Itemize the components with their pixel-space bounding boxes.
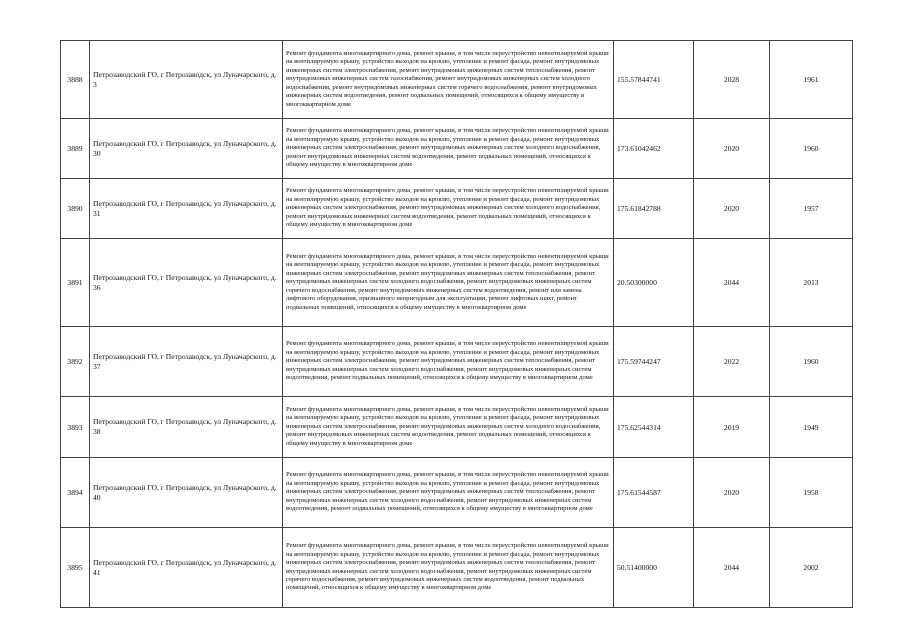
row-works: Ремонт фундамента многоквартирного дома, ремонт крыши, в том числе переустройство невентилируемой крыши на вентилируемую крышу, устройство выходов на кровлю, утепление и ремонт фасада, ремонт внутридомовых инженерных систем электроснабжения, ремонт внутридомовых инженерных систем холодного водоснабжения, ремонт внутридомовых инженерных систем водоотведения, ремонт подвальных помещений, относящихся к общему имуществу в многоквартирном доме	[283, 179, 614, 239]
row-number: 3892	[61, 327, 90, 397]
row-address: Петрозаводский ГО, г Петрозаводск, ул Луначарского, д. 30	[90, 119, 283, 179]
row-works: Ремонт фундамента многоквартирного дома, ремонт крыши, в том числе переустройство невентилируемой крыши на вентилируемую крышу, устройство выходов на кровлю, утепление и ремонт фасада, ремонт внутридомовых инженерных систем электроснабжения, ремонт внутридомовых инженерных систем теплоснабжения, ремонт внутридомовых инженерных систем холодного водоснабжения, ремонт внутридомовых инженерных систем водоотведения, ремонт подвальных помещений, относящихся к общему имуществу в многоквартирном доме	[283, 458, 614, 528]
row-built-year: 1960	[770, 119, 853, 179]
row-cost: 50.51400000	[614, 528, 694, 608]
row-number: 3893	[61, 397, 90, 458]
row-number: 3894	[61, 458, 90, 528]
row-works: Ремонт фундамента многоквартирного дома, ремонт крыши, в том числе переустройство невентилируемой крыши на вентилируемую крышу, устройство выходов на кровлю, утепление и ремонт фасада, ремонт внутридомовых инженерных систем электроснабжения, ремонт внутридомовых инженерных систем теплоснабжения, ремонт внутридомовых инженерных систем холодного водоснабжения, ремонт внутридомовых инженерных систем горячего водоснабжения, ремонт внутридомовых инженерных систем водоотведения, ремонт подвальных помещений, относящихся к общему имуществу в многоквартирном доме	[283, 528, 614, 608]
row-address: Петрозаводский ГО, г Петрозаводск, ул Луначарского, д. 31	[90, 179, 283, 239]
row-plan-year: 2044	[694, 528, 770, 608]
row-built-year: 1957	[770, 179, 853, 239]
row-works: Ремонт фундамента многоквартирного дома, ремонт крыши, в том числе переустройство невентилируемой крыши на вентилируемую крышу, устройство выходов на кровлю, утепление и ремонт фасада, ремонт внутридомовых инженерных систем электроснабжения, ремонт внутридомовых инженерных систем холодного водоснабжения, ремонт внутридомовых инженерных систем водоотведения, ремонт подвальных помещений, относящихся к общему имуществу в многоквартирном доме	[283, 119, 614, 179]
row-plan-year: 2020	[694, 458, 770, 528]
row-number: 3888	[61, 41, 90, 119]
row-works: Ремонт фундамента многоквартирного дома, ремонт крыши, в том числе переустройство невентилируемой крыши на вентилируемую крышу, устройство выходов на кровлю, утепление и ремонт фасада, ремонт внутридомовых инженерных систем электроснабжения, ремонт внутридомовых инженерных систем теплоснабжения, ремонт внутридомовых инженерных систем газоснабжения, ремонт внутридомовых инженерных систем холодного водоснабжения, ремонт внутридомовых инженерных систем горячего водоснабжения, ремонт внутридомовых инженерных систем водоотведения, ремонт подвальных помещений, относящихся к общему имуществу в многоквартирном доме	[283, 41, 614, 119]
table-row	[61, 119, 853, 179]
row-plan-year: 2020	[694, 179, 770, 239]
row-built-year: 1949	[770, 397, 853, 458]
row-plan-year: 2020	[694, 119, 770, 179]
row-cost: 175.61842788	[614, 179, 694, 239]
row-number: 3889	[61, 119, 90, 179]
row-built-year: 2013	[770, 239, 853, 327]
row-cost: 173.61042462	[614, 119, 694, 179]
row-cost: 20.50300000	[614, 239, 694, 327]
row-works: Ремонт фундамента многоквартирного дома, ремонт крыши, в том числе переустройство невентилируемой крыши на вентилируемую крышу, устройство выходов на кровлю, утепление и ремонт фасада, ремонт внутридомовых инженерных систем электроснабжения, ремонт внутридомовых инженерных систем теплоснабжения, ремонт внутридомовых инженерных систем холодного водоснабжения, ремонт внутридомовых инженерных систем горячего водоснабжения, ремонт внутридомовых инженерных систем водоотведения, ремонт или замена лифтового оборудования, признанного непригодным для эксплуатации, ремонт лифтовых шахт, ремонт подвальных помещений, относящихся к общему имуществу в многоквартирном доме	[283, 239, 614, 327]
row-number: 3890	[61, 179, 90, 239]
row-address: Петрозаводский ГО, г Петрозаводск, ул Луначарского, д. 36	[90, 239, 283, 327]
row-plan-year: 2022	[694, 327, 770, 397]
row-built-year: 1960	[770, 327, 853, 397]
row-plan-year: 2019	[694, 397, 770, 458]
row-built-year: 2002	[770, 528, 853, 608]
table-row	[61, 327, 853, 397]
table-row	[61, 41, 853, 119]
capital-repair-table	[60, 40, 853, 608]
row-address: Петрозаводский ГО, г Петрозаводск, ул Луначарского, д. 40	[90, 458, 283, 528]
table-row	[61, 397, 853, 458]
table-row	[61, 239, 853, 327]
table-row	[61, 528, 853, 608]
row-plan-year: 2028	[694, 41, 770, 119]
row-number: 3895	[61, 528, 90, 608]
row-address: Петрозаводский ГО, г Петрозаводск, ул Луначарского, д. 41	[90, 528, 283, 608]
row-cost: 175.61544587	[614, 458, 694, 528]
table-row	[61, 458, 853, 528]
row-plan-year: 2044	[694, 239, 770, 327]
row-cost: 175.59744247	[614, 327, 694, 397]
row-number: 3891	[61, 239, 90, 327]
row-works: Ремонт фундамента многоквартирного дома, ремонт крыши, в том числе переустройство невентилируемой крыши на вентилируемую крышу, устройство выходов на кровлю, утепление и ремонт фасада, ремонт внутридомовых инженерных систем электроснабжения, ремонт внутридомовых инженерных систем теплоснабжения, ремонт внутридомовых инженерных систем холодного водоснабжения, ремонт внутридомовых инженерных систем водоотведения, ремонт подвальных помещений, относящихся к общему имуществу в многоквартирном доме	[283, 327, 614, 397]
row-built-year: 1961	[770, 41, 853, 119]
row-cost: 155.57844741	[614, 41, 694, 119]
row-address: Петрозаводский ГО, г Петрозаводск, ул Луначарского, д. 38	[90, 397, 283, 458]
row-cost: 175.62544314	[614, 397, 694, 458]
row-address: Петрозаводский ГО, г Петрозаводск, ул Луначарского, д. 37	[90, 327, 283, 397]
row-address: Петрозаводский ГО, г Петрозаводск, ул Луначарского, д. 3	[90, 41, 283, 119]
row-built-year: 1958	[770, 458, 853, 528]
row-works: Ремонт фундамента многоквартирного дома, ремонт крыши, в том числе переустройство невентилируемой крыши на вентилируемую крышу, устройство выходов на кровлю, утепление и ремонт фасада, ремонт внутридомовых инженерных систем электроснабжения, ремонт внутридомовых инженерных систем холодного водоснабжения, ремонт внутридомовых инженерных систем водоотведения, ремонт подвальных помещений, относящихся к общему имуществу в многоквартирном доме	[283, 397, 614, 458]
table-row	[61, 179, 853, 239]
